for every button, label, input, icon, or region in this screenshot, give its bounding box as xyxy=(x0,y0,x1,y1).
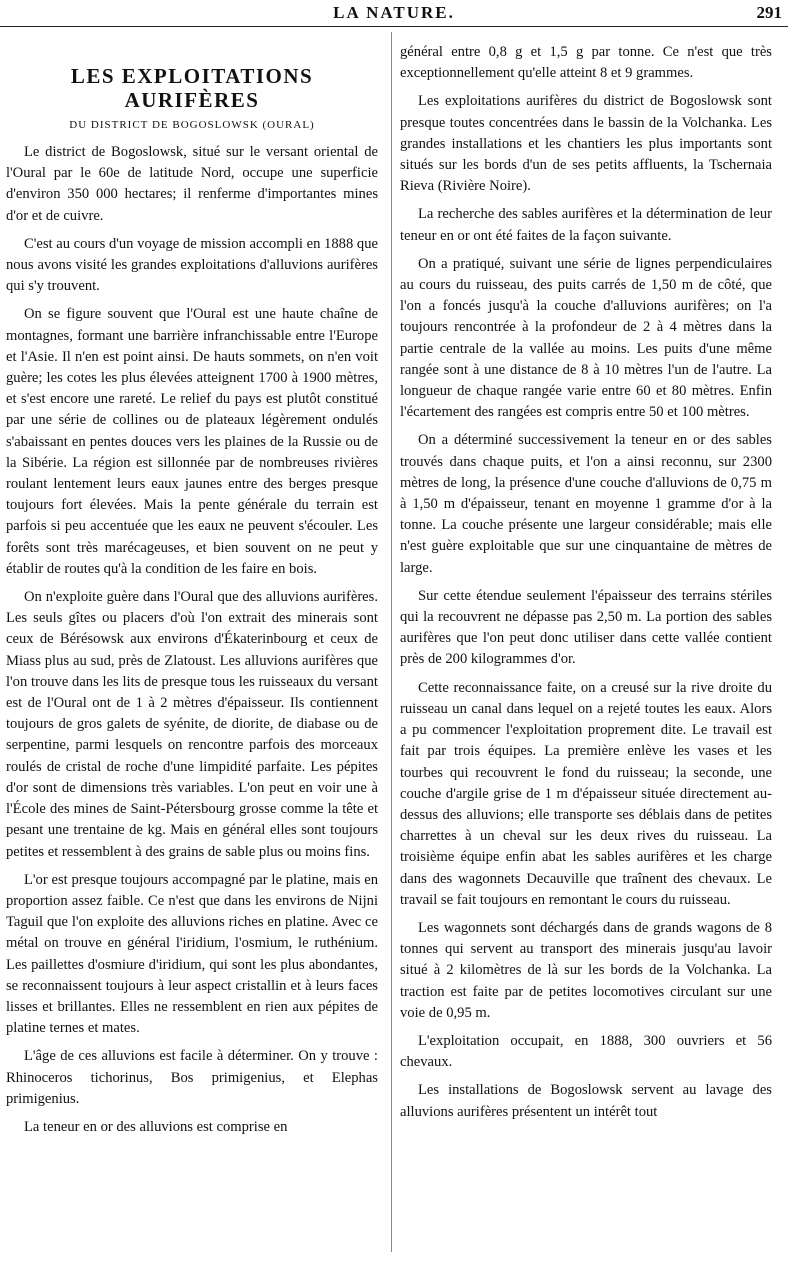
paragraph: Les exploitations aurifères du district de Bogoslowsk sont presque toutes concentrées dans le bassin de la Volchanka. Les grandes installations et les chantiers les plus importants sont situés sur les bords d'un de ses petits affluents, la Tschernaia Rieva (Rivière Noire). xyxy=(400,93,772,195)
paragraph: Le district de Bogoslowsk, situé sur le versant oriental de l'Oural par le 60e de latitude Nord, occupe une superficie d'environ 350 000 hectares; il renferme d'importantes mines d'or et de cuivre. xyxy=(6,144,378,224)
article-title: LES EXPLOITATIONS AURIFÈRES xyxy=(70,64,314,112)
right-column xyxy=(400,42,772,1262)
paragraph: On se figure souvent que l'Oural est une haute chaîne de montagnes, formant une barrière infranchissable entre l'Europe et l'Asie. Il n'en est point ainsi. De hauts sommets, on n'en voit guère; les cotes les plus élevées atteignent 1700 à 1900 mètres, et s'est encore une rareté. Le relief du pays est plutôt constitué par une série de collines ou de plateaux légèrement ondulés s'abaissant en pentes douces vers les plaines de la Russie ou de la Sibérie. La région est sillonnée par de nombreuses rivières roulant lentement leurs eaux jaunes entre des berges presque toujours fort élevées. Mais la pente générale du terrain est parfois si peu accentuée que les eaux ne peuvent s'écouler. Les forêts sont très marécageuses, et bien souvent on ne peut y établir de routes qu'à la condition de les faire en bois. xyxy=(6,306,378,577)
paragraph: On n'exploite guère dans l'Oural que des alluvions aurifères. Les seuls gîtes ou placers d'où l'on extrait des minerais sont ceux de Bérésowsk aux environs d'Ékaterinbourg et ceux de Miass plus au sud, près de Zlatoust. Les alluvions aurifères que l'on trouve dans les lits de presque tous les ruisseaux du versant est de l'Oural ont de 1 à 2 mètres d'épaisseur. Ils contiennent toujours de gros galets de syénite, de diorite, de diabase ou de serpentine, parmi lesquels on rencontre parfois des morceaux roulés de cristal de roche d'une limpidité parfaite. Les pépites d'or sont de dimensions très variables. L'on peut en voir une à l'École des mines de Saint-Pétersbourg grosse comme la tête et pesant une trentaine de kg. Mais en général elles sont toujours petites et ressemblent à des grains de sable plus ou moins fins. xyxy=(6,589,378,860)
article-subtitle: DU DISTRICT DE BOGOSLOWSK (OURAL) xyxy=(69,119,315,131)
page-header xyxy=(0,0,788,27)
paragraph-continued: général entre 0,8 g et 1,5 g par tonne. Ce n'est que très exceptionnellement qu'elle atteint 8 et 9 grammes. xyxy=(400,44,772,82)
paragraph: L'âge de ces alluvions est facile à déterminer. On y trouve : Rhinoceros tichorinus, Bos primigenius, et Elephas primigenius. xyxy=(6,1048,378,1107)
paragraph: Cette reconnaissance faite, on a creusé sur la rive droite du ruisseau un canal dans lequel on a rejeté toutes les eaux. Alors a pu commencer l'exploitation proprement dite. Le travail est fait par trois équipes. La première enlève les vases et les tourbes qui recouvrent le fond du ruisseau; la seconde, une couche d'argile grise de 1 m d'épaisseur située directement au-dessus des alluvions; elle transporte ses déblais dans de petites charrettes à un cheval sur les deux rives du ruisseau. La troisième équipe enfin abat les sables aurifères et les charge dans des wagonnets Decauville que traînent des chevaux. Le travail se fait toujours en remontant le cours du ruisseau. xyxy=(400,679,772,908)
left-column xyxy=(6,34,378,1254)
paragraph: L'or est presque toujours accompagné par le platine, mais en proportion assez faible. Ce n'est que dans les environs de Nijni Taguil que l'on exploite des alluvions riches en platine. Avec ce métal on trouve en général l'iridium, l'osmium, le ruthénium. Les paillettes d'osmiure d'iridium, qui sont les plus abondantes, se reconnaissent toujours à leur aspect cristallin et à leurs faces lisses et brillantes. Elles ne ressemblent en rien aux pépites de platine ternes et mates. xyxy=(6,871,378,1037)
paragraph: La teneur en or des alluvions est comprise en xyxy=(24,1118,288,1135)
page-number: 291 xyxy=(756,3,782,22)
paragraph: Les wagonnets sont déchargés dans de grands wagons de 8 tonnes qui servent au transport des minerais jusqu'au lavoir situé à 2 kilomètres de là sur les bords de la Volchanka. La traction est faite par de petites locomotives circulant sur une voie de 0,95 m. xyxy=(400,919,772,1021)
paragraph: C'est au cours d'un voyage de mission accompli en 1888 que nous avons visité les grandes exploitations d'alluvions aurifères qui s'y trouvent. xyxy=(6,235,378,295)
paragraph: On a déterminé successivement la teneur en or des sables trouvés dans chaque puits, et l'on a ainsi reconnu, sur 2300 mètres de long, la présence d'une couche d'alluvions de 0,75 m à 1,50 m d'épaisseur, tenant en moyenne 1 gramme d'or à la tonne. La couche présente une largeur considérable; mais elle n'est guère exploitable que sur une cinquantaine de mètres de large. xyxy=(400,432,772,576)
paragraph: Sur cette étendue seulement l'épaisseur des terrains stériles qui la recouvrent ne dépasse pas 2,50 m. La portion des sables aurifères que l'on peut donc utiliser dans cette vallée contient près de 200 kilogrammes d'or. xyxy=(400,587,772,668)
paragraph: Les installations de Bogoslowsk servent au lavage des alluvions aurifères présentent un intérêt tout xyxy=(400,1082,772,1120)
paragraph: La recherche des sables aurifères et la détermination de leur teneur en or ont été faites de la façon suivante. xyxy=(400,206,772,244)
running-title: LA NATURE. xyxy=(333,3,455,22)
column-divider xyxy=(391,32,392,1252)
paragraph: On a pratiqué, suivant une série de lignes perpendiculaires au cours du ruisseau, des puits carrés de 1,50 m de côté, que l'on a foncés jusqu'à la couche d'alluvions aurifères; on l'a toujours rencontrée à la profondeur de 2 à 4 mètres dans la partie centrale de la vallée au moins. Les puits d'une même rangée sont à une distance de 8 à 10 mètres l'un de l'autre. La longueur de chaque rangée varie entre 60 et 80 mètres. Enfin l'écartement des rangées est compris entre 50 et 100 mètres. xyxy=(400,255,772,421)
paragraph: L'exploitation occupait, en 1888, 300 ouvriers et 56 chevaux. xyxy=(400,1032,772,1071)
